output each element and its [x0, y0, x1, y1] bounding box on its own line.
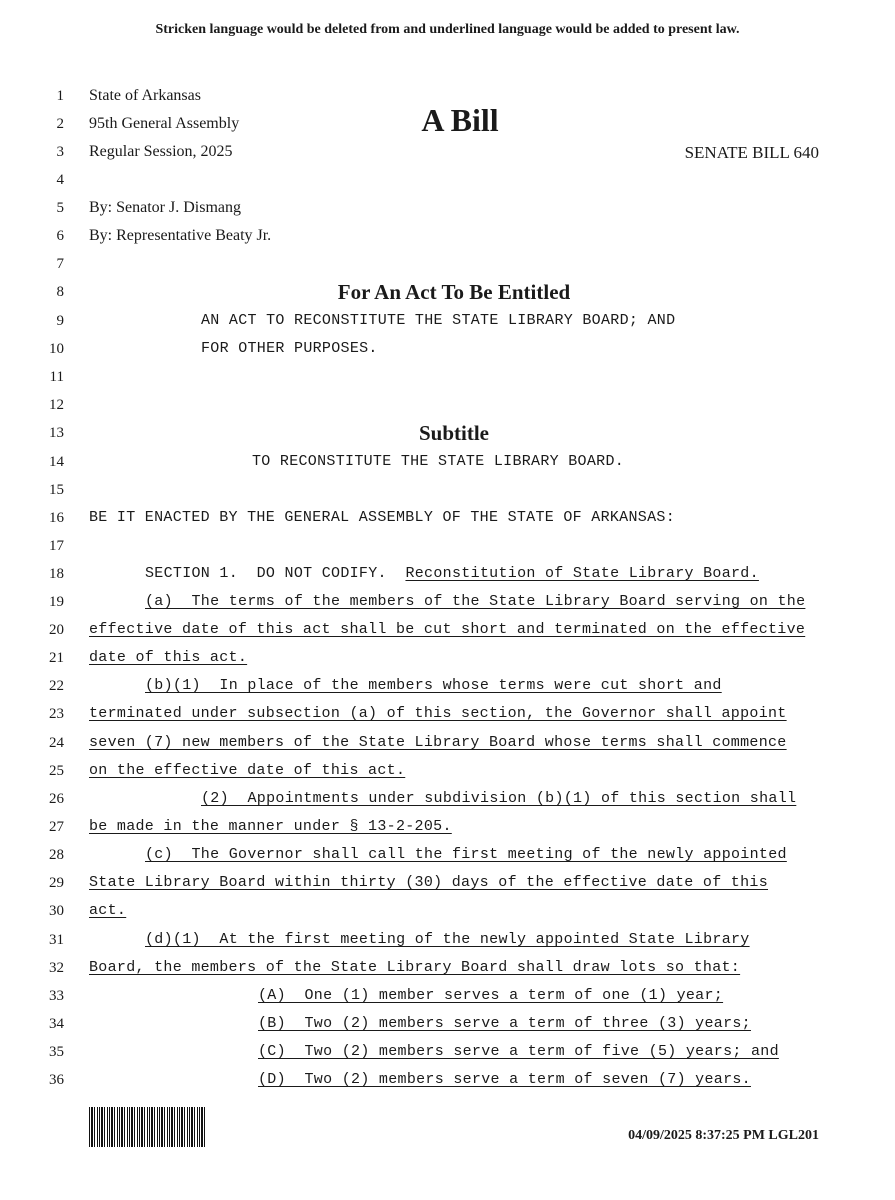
state-name: State of Arkansas	[89, 87, 201, 104]
section-title: Reconstitution of State Library Board.	[405, 565, 759, 582]
line-number: 15	[49, 482, 64, 498]
line-number: 8	[56, 284, 64, 300]
line-number: 20	[49, 622, 64, 638]
line-number: 35	[49, 1044, 64, 1060]
sponsor-representative: By: Representative Beaty Jr.	[89, 227, 272, 244]
line-number: 7	[56, 256, 64, 272]
sponsor-senator: By: Senator J. Dismang	[89, 199, 241, 216]
bill-text-line: date of this act.	[89, 649, 248, 666]
bill-text-line: seven (7) new members of the State Library Board whose terms shall commence	[89, 734, 787, 751]
line-number: 21	[49, 650, 64, 666]
bill-text-line: (c) The Governor shall call the first meeting of the newly appointed	[145, 846, 787, 863]
line-number: 5	[56, 200, 64, 216]
line-number: 28	[49, 847, 64, 863]
title-line: AN ACT TO RECONSTITUTE THE STATE LIBRARY BOARD; AND	[201, 312, 676, 329]
bill-text-line: be made in the manner under § 13-2-205.	[89, 818, 452, 835]
line-number: 30	[49, 903, 64, 919]
line-number: 13	[49, 425, 64, 441]
line-number: 32	[49, 960, 64, 976]
line-number: 3	[56, 144, 64, 160]
line-number: 24	[49, 735, 64, 751]
line-number: 11	[49, 369, 64, 385]
line-number: 23	[49, 706, 64, 722]
line-number: 12	[49, 397, 64, 413]
title-line: FOR OTHER PURPOSES.	[201, 340, 378, 357]
bill-text-line: State Library Board within thirty (30) days of the effective date of this	[89, 874, 769, 891]
line-number: 4	[56, 172, 64, 188]
line-number: 36	[49, 1072, 64, 1088]
bill-text-line: (b)(1) In place of the members whose terms were cut short and	[145, 677, 722, 694]
line-number: 29	[49, 875, 64, 891]
line-number: 26	[49, 791, 64, 807]
page-notice: Stricken language would be deleted from and underlined language would be added to present law.	[155, 22, 740, 37]
bill-text-line: effective date of this act shall be cut short and terminated on the effective	[89, 621, 806, 638]
bill-text-line: act.	[89, 902, 127, 919]
bill-text-line: (C) Two (2) members serve a term of five (5) years; and	[258, 1043, 779, 1060]
bill-text-line: (D) Two (2) members serve a term of seven (7) years.	[258, 1071, 751, 1088]
bill-text-line: (a) The terms of the members of the State Library Board serving on the	[145, 593, 806, 610]
subtitle-heading: Subtitle	[418, 421, 489, 445]
enacting-clause: BE IT ENACTED BY THE GENERAL ASSEMBLY OF THE STATE OF ARKANSAS:	[89, 509, 675, 526]
line-number: 25	[49, 763, 64, 779]
general-assembly: 95th General Assembly	[89, 115, 240, 132]
line-number: 17	[49, 538, 64, 554]
line-number: 16	[49, 510, 64, 526]
bill-number: SENATE BILL 640	[684, 143, 819, 162]
line-number: 14	[49, 454, 64, 470]
line-number: 9	[56, 313, 64, 329]
bill-text-line: (d)(1) At the first meeting of the newly appointed State Library	[145, 931, 750, 948]
bill-text-line: terminated under subsection (a) of this section, the Governor shall appoint	[89, 705, 787, 722]
line-number: 6	[56, 228, 64, 244]
bill-text-line: Board, the members of the State Library Board shall draw lots so that:	[89, 959, 741, 976]
line-number: 22	[49, 678, 64, 694]
line-number: 34	[49, 1016, 64, 1032]
line-number: 2	[56, 116, 64, 132]
line-number: 19	[49, 594, 64, 610]
doc-type-title: A Bill	[421, 102, 499, 138]
line-number: 33	[49, 988, 64, 1004]
barcode	[89, 1107, 207, 1147]
bill-text-line: (A) One (1) member serves a term of one (1) year;	[258, 987, 724, 1004]
bill-text-line: on the effective date of this act.	[89, 762, 406, 779]
title-heading: For An Act To Be Entitled	[337, 280, 571, 304]
session: Regular Session, 2025	[89, 143, 233, 160]
subtitle-text: TO RECONSTITUTE THE STATE LIBRARY BOARD.	[252, 453, 625, 470]
line-number: 18	[49, 566, 64, 582]
section-heading	[145, 564, 885, 584]
section-label: SECTION 1. DO NOT CODIFY.	[145, 565, 406, 582]
line-number: 27	[49, 819, 64, 835]
line-number: 1	[56, 88, 64, 104]
line-number: 10	[49, 341, 64, 357]
document-timestamp: 04/09/2025 8:37:25 PM LGL201	[628, 1128, 819, 1143]
bill-text-line: (B) Two (2) members serve a term of three (3) years;	[258, 1015, 751, 1032]
bill-text-line: (2) Appointments under subdivision (b)(1) of this section shall	[201, 790, 797, 807]
line-number: 31	[49, 932, 64, 948]
